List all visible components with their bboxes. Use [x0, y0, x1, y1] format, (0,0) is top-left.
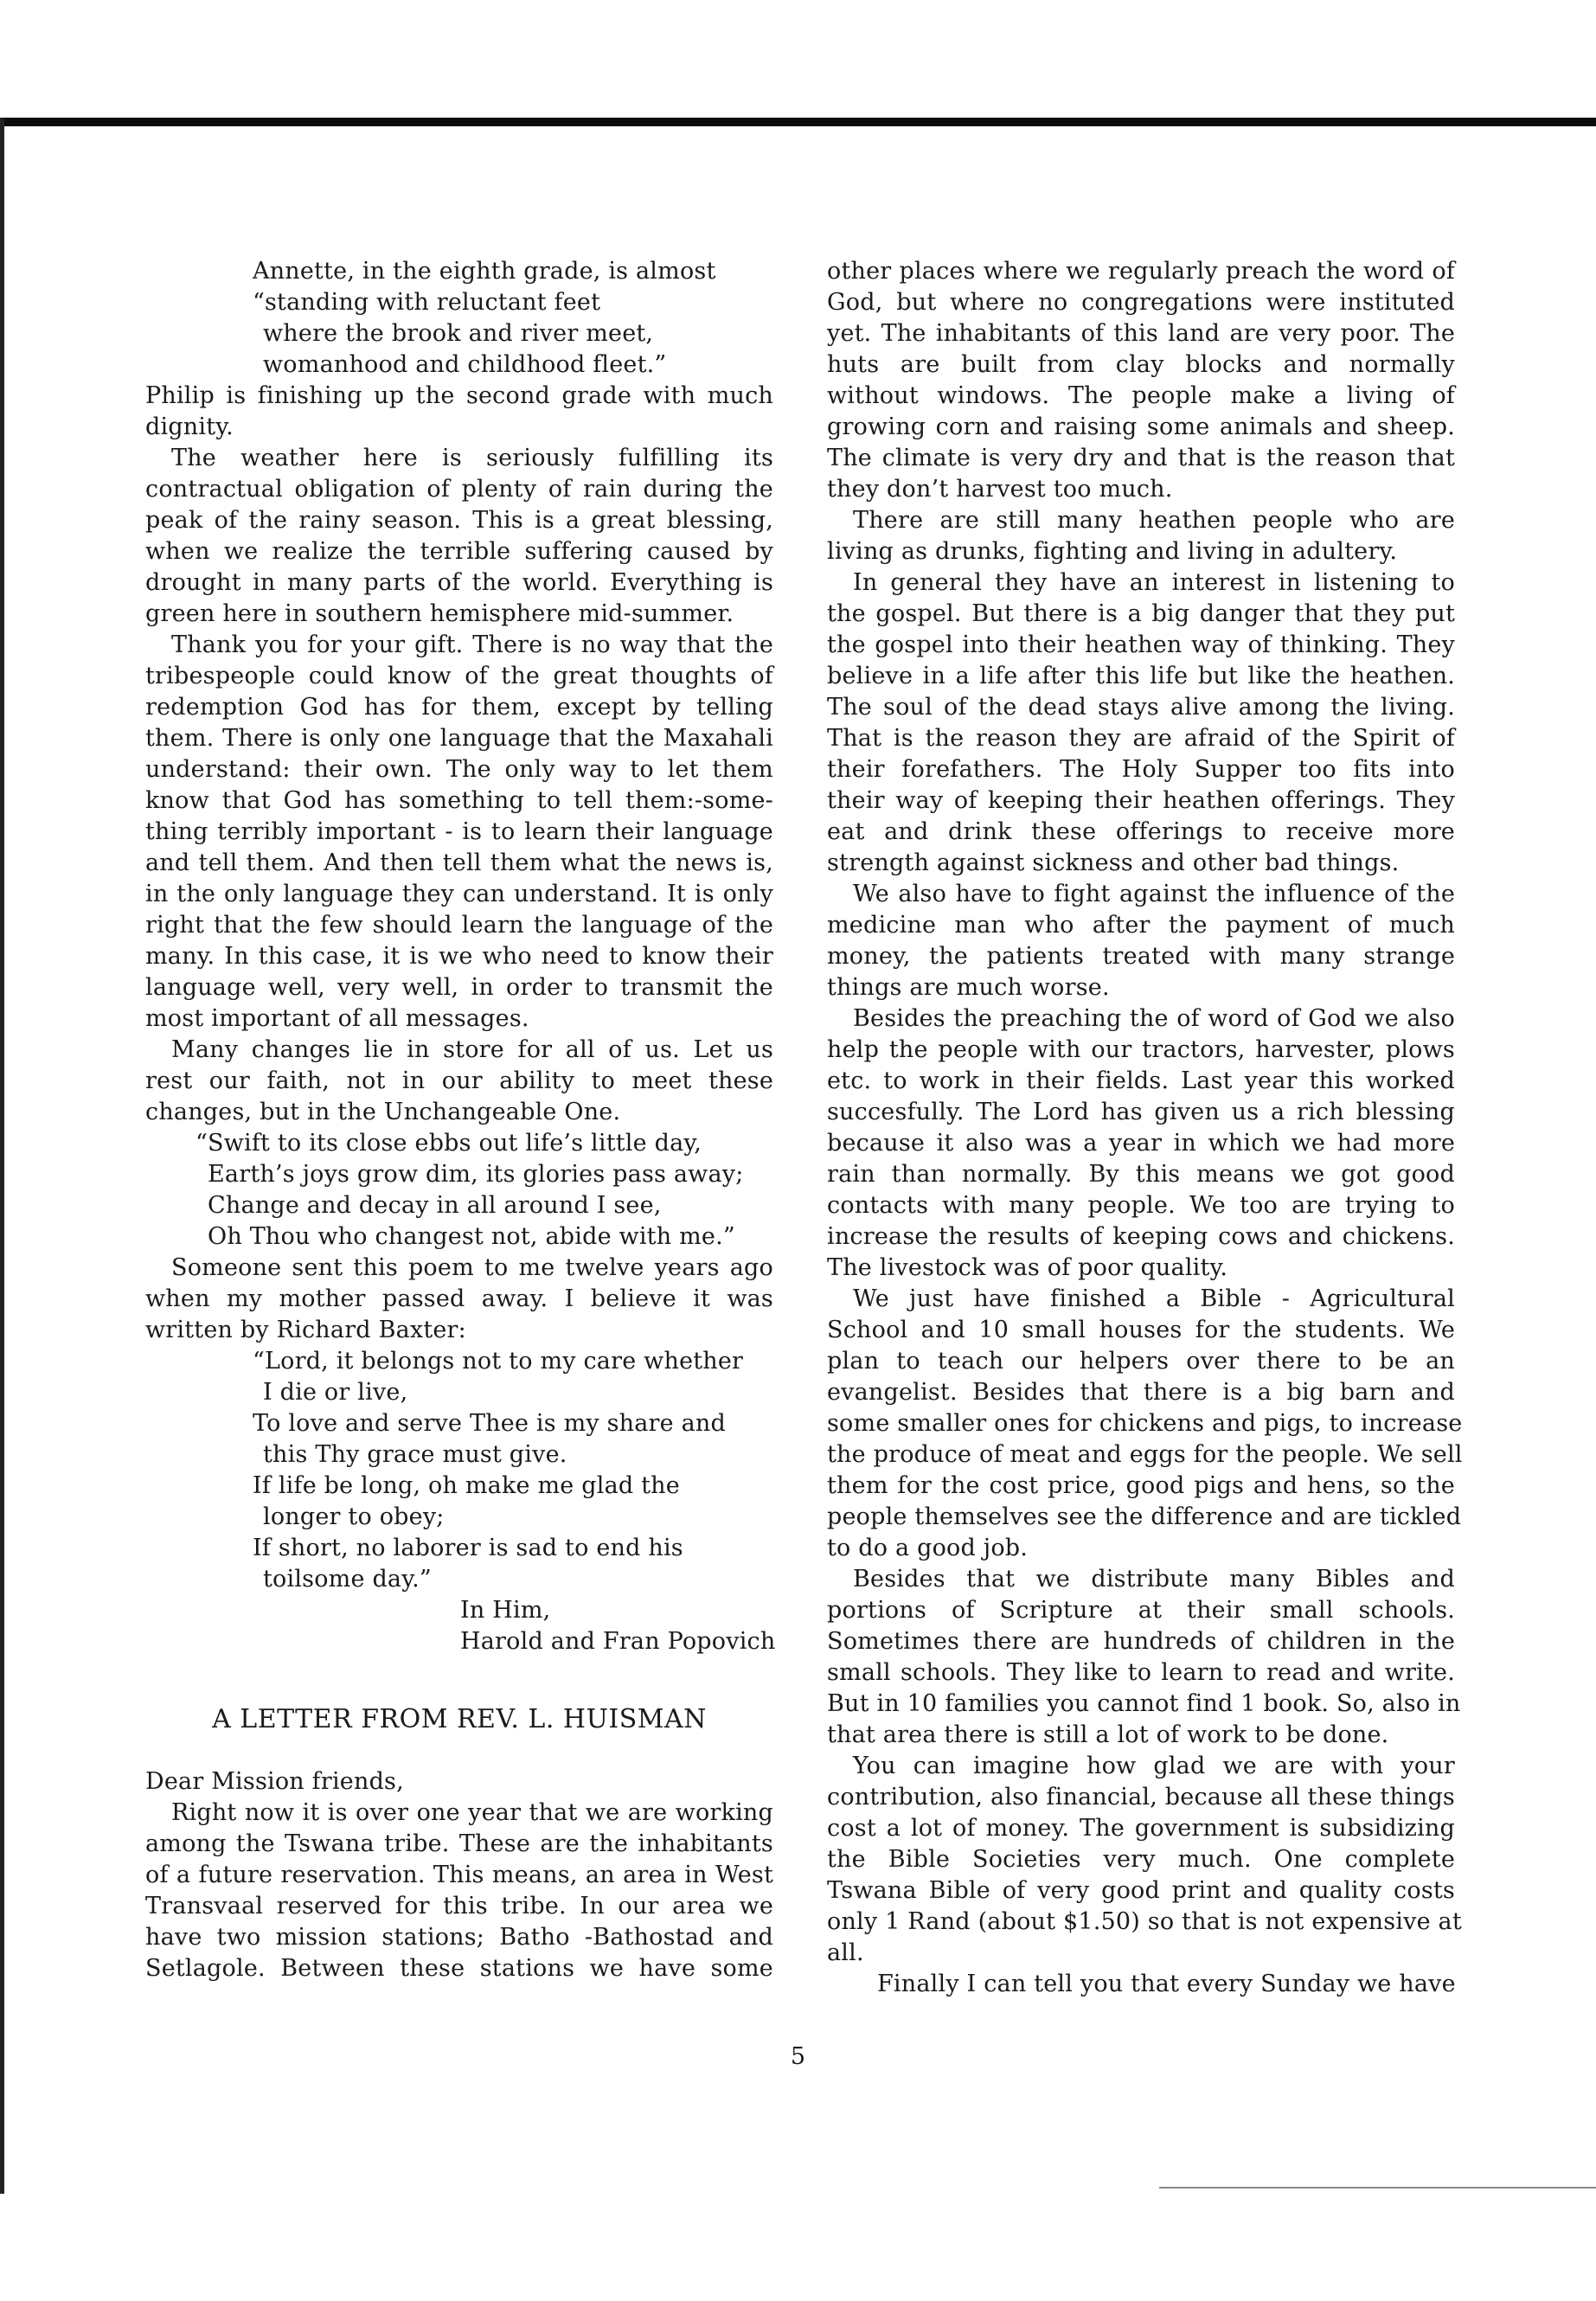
text-line: people themselves see the difference and are tickled — [827, 1503, 1462, 1530]
text-line: huts are built from clay blocks and normally — [827, 351, 1455, 378]
text-line: the produce of meat and eggs for the people. We sell — [827, 1441, 1463, 1468]
text-line: and tell them. And then tell them what the news is, — [145, 849, 773, 876]
text-line: the gospel into their heathen way of thinking. They — [827, 631, 1455, 658]
poem-line: Earth’s joys grow dim, its glories pass away; — [208, 1161, 744, 1188]
text-line: to do a good job. — [827, 1535, 1029, 1561]
text-line: Someone sent this poem to me twelve years ago — [171, 1254, 773, 1281]
text-line: where the brook and river meet, — [263, 320, 654, 347]
poem-line: Oh Thou who changest not, abide with me.” — [208, 1223, 735, 1250]
scan-border-left — [0, 118, 4, 2194]
text-line: Setlagole. Between these stations we have some — [145, 1955, 773, 1982]
text-line: growing corn and raising some animals and sheep. — [827, 413, 1455, 440]
poem-line: If short, no laborer is sad to end his — [253, 1535, 683, 1561]
signature-names: Harold and Fran Popovich — [460, 1628, 776, 1655]
text-line: them for the cost price, good pigs and hens, so the — [827, 1472, 1455, 1499]
text-line: language well, very well, in order to transmit the — [145, 974, 773, 1001]
text-line: But in 10 families you cannot find 1 book. So, also in — [827, 1690, 1461, 1717]
text-line: yet. The inhabitants of this land are very poor. The — [827, 320, 1455, 347]
text-line: The soul of the dead stays alive among the living. — [827, 694, 1455, 721]
poem-line: To love and serve Thee is my share and — [253, 1410, 726, 1437]
poem-line: this Thy grace must give. — [263, 1441, 567, 1468]
left-column — [145, 256, 776, 1984]
poem-line: toilsome day.” — [263, 1566, 432, 1593]
text-line: only 1 Rand (about $1.50) so that is not expensive at — [827, 1908, 1462, 1935]
text-line: evangelist. Besides that there is a big barn and — [827, 1379, 1455, 1406]
scan-border-bottom — [1159, 2187, 1596, 2189]
text-line: In general they have an interest in listening to — [853, 569, 1455, 596]
scan-border-top — [0, 118, 1596, 126]
text-line: etc. to work in their fields. Last year this worked — [827, 1067, 1455, 1094]
text-line: eat and drink these offerings to receive more — [827, 818, 1455, 845]
text-line: believe in a life after this life but like the heathen. — [827, 663, 1455, 689]
text-line: changes, but in the Unchangeable One. — [145, 1099, 621, 1125]
text-line: when my mother passed away. I believe it was — [145, 1285, 773, 1312]
text-line: tribespeople could know of the great thoughts of — [145, 663, 773, 689]
text-line: when we realize the terrible suffering caused by — [145, 538, 773, 565]
text-line: We just have finished a Bible - Agricultural — [853, 1285, 1455, 1312]
text-line: medicine man who after the payment of much — [827, 912, 1455, 939]
signature-closing: In Him, — [460, 1597, 551, 1624]
text-line: That is the reason they are afraid of the Spirit of — [827, 725, 1455, 752]
text-line: money, the patients treated with many strange — [827, 943, 1455, 970]
text-line: redemption God has for them, except by telling — [145, 694, 773, 721]
text-line: succesfully. The Lord has given us a rich blessing — [827, 1099, 1455, 1125]
poem-line: “Swift to its close ebbs out life’s little day, — [195, 1130, 702, 1157]
text-line: plan to teach our helpers over there to be an — [827, 1348, 1455, 1375]
text-line: There are still many heathen people who are — [853, 507, 1455, 534]
text-line: Many changes lie in store for all of us. Let us — [171, 1036, 773, 1063]
text-line: things are much worse. — [827, 974, 1110, 1001]
text-line: they don’t harvest too much. — [827, 476, 1173, 503]
text-line: rest our faith, not in our ability to meet these — [145, 1067, 773, 1094]
text-line: Finally I can tell you that every Sunday we have — [877, 1971, 1456, 1997]
text-line: written by Richard Baxter: — [145, 1317, 466, 1343]
poem-line: I die or live, — [263, 1379, 408, 1406]
text-line: their way of keeping their heathen offerings. They — [827, 787, 1455, 814]
text-line: of a future reservation. This means, an area in West — [145, 1862, 773, 1888]
text-line: small schools. They like to learn to read and write. — [827, 1659, 1455, 1686]
text-line: because it also was a year in which we had more — [827, 1130, 1455, 1157]
text-line: God, but where no congregations were instituted — [827, 289, 1455, 316]
text-line: the Bible Societies very much. One complete — [827, 1846, 1455, 1873]
text-line: The livestock was of poor quality. — [827, 1254, 1228, 1281]
text-line: School and 10 small houses for the students. We — [827, 1317, 1455, 1343]
text-line: most important of all messages. — [145, 1005, 529, 1032]
text-line: contacts with many people. We too are trying to — [827, 1192, 1455, 1219]
text-line: Right now it is over one year that we are working — [171, 1799, 773, 1826]
text-line: Tswana Bible of very good print and quality costs — [827, 1877, 1455, 1904]
text-line: know that God has something to tell them:-some- — [145, 787, 773, 814]
text-line: the gospel. But there is a big danger that they put — [827, 600, 1455, 627]
text-line: contribution, also financial, because all these things — [827, 1784, 1455, 1811]
text-line: without windows. The people make a living of — [827, 382, 1455, 409]
poem-line: “Lord, it belongs not to my care whether — [253, 1348, 744, 1375]
text-line: some smaller ones for chickens and pigs, to increase — [827, 1410, 1463, 1437]
section-heading: A LETTER FROM REV. L. HUISMAN — [212, 1704, 707, 1734]
text-line: increase the results of keeping cows and chickens. — [827, 1223, 1455, 1250]
page-number: 5 — [790, 2043, 806, 2070]
text-line: right that the few should learn the language of the — [145, 912, 773, 939]
text-line: them. There is only one language that the Maxahali — [145, 725, 773, 752]
text-line: Besides the preaching the of word of God we also — [853, 1005, 1455, 1032]
text-line: Philip is finishing up the second grade with much — [145, 382, 773, 409]
text-line: Annette, in the eighth grade, is almost — [253, 258, 716, 285]
text-line: many. In this case, it is we who need to know their — [145, 943, 773, 970]
text-line: contractual obligation of plenty of rain during the — [145, 476, 773, 503]
text-line: peak of the rainy season. This is a great blessing, — [145, 507, 773, 534]
text-line: all. — [827, 1939, 864, 1966]
text-line: Besides that we distribute many Bibles and — [853, 1566, 1455, 1593]
text-line: The climate is very dry and that is the reason that — [827, 445, 1455, 471]
text-line: have two mission stations; Batho -Bathostad and — [145, 1924, 773, 1951]
poem-line: If life be long, oh make me glad the — [253, 1472, 680, 1499]
poem-line: longer to obey; — [263, 1503, 445, 1530]
text-line: We also have to fight against the influence of the — [853, 881, 1455, 907]
right-column — [827, 256, 1463, 2000]
text-line: thing terribly important - is to learn their language — [145, 818, 773, 845]
text-line: understand: their own. The only way to let them — [145, 756, 773, 783]
text-line: that area there is still a lot of work to be done. — [827, 1721, 1389, 1748]
text-line: portions of Scripture at their small schools. — [827, 1597, 1455, 1624]
text-line: help the people with our tractors, harvester, plows — [827, 1036, 1455, 1063]
text-line: drought in many parts of the world. Everything is — [145, 569, 773, 596]
text-line: among the Tswana tribe. These are the inhabitants — [145, 1830, 773, 1857]
text-line: living as drunks, fighting and living in adultery. — [827, 538, 1398, 565]
salutation: Dear Mission friends, — [145, 1768, 404, 1795]
poem-line: Change and decay in all around I see, — [208, 1192, 662, 1219]
text-line: in the only language they can understand. It is only — [145, 881, 773, 907]
text-line: Transvaal reserved for this tribe. In our area we — [145, 1893, 773, 1920]
text-line: rain than normally. By this means we got good — [827, 1161, 1455, 1188]
text-line: strength against sickness and other bad things. — [827, 849, 1400, 876]
text-line: green here in southern hemisphere mid-summer. — [145, 600, 734, 627]
text-line: womanhood and childhood fleet.” — [263, 351, 667, 378]
text-line: You can imagine how glad we are with your — [853, 1753, 1455, 1779]
text-line: The weather here is seriously fulfilling its — [171, 445, 773, 471]
text-line: other places where we regularly preach the word of — [827, 258, 1455, 285]
text-line: cost a lot of money. The government is subsidizing — [827, 1815, 1455, 1842]
text-line: “standing with reluctant feet — [253, 289, 601, 316]
text-line: Thank you for your gift. There is no way that the — [171, 631, 773, 658]
text-line: dignity. — [145, 413, 234, 440]
text-line: their forefathers. The Holy Supper too fits into — [827, 756, 1455, 783]
text-line: Sometimes there are hundreds of children in the — [827, 1628, 1455, 1655]
